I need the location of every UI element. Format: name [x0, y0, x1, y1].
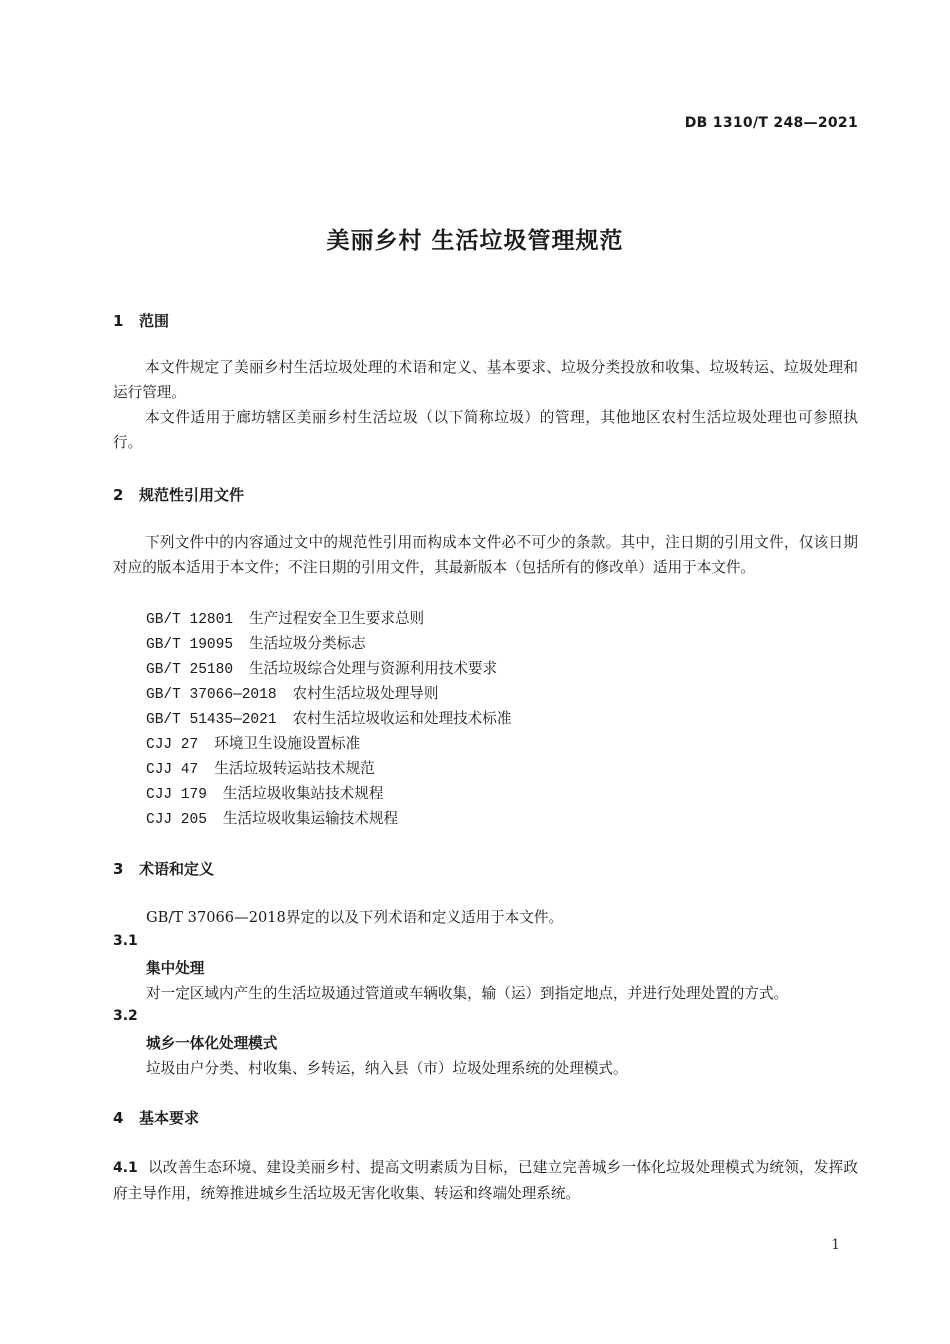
- reference-title: 农村生活垃圾收运和处理技术标准: [292, 710, 512, 727]
- page-number: 1: [831, 1237, 840, 1253]
- section-1-paragraph-1: 本文件规定了美丽乡村生活垃圾处理的术语和定义、基本要求、垃圾分类投放和收集、垃圾转运、垃圾处理和运行管理。: [113, 359, 858, 401]
- reference-title: 生活垃圾综合处理与资源利用技术要求: [249, 660, 498, 677]
- section-number: 4: [113, 1109, 124, 1127]
- term-definition: 对一定区域内产生的生活垃圾通过管道或车辆收集，输（运）到指定地点，并进行处理处置的方式。: [146, 985, 789, 1002]
- reference-title: 生活垃圾收集站技术规程: [222, 785, 384, 802]
- reference-item: [146, 632, 366, 653]
- reference-title: 生产过程安全卫生要求总则: [249, 610, 425, 627]
- term-number: 3.1: [113, 933, 138, 949]
- document-title: 美丽乡村 生活垃圾管理规范: [326, 228, 624, 254]
- reference-code: CJJ 27: [146, 737, 199, 753]
- reference-item: [146, 707, 511, 728]
- reference-code: CJJ 205: [146, 812, 207, 828]
- section-number: 2: [113, 486, 124, 504]
- clause-number: 4.1: [113, 1160, 138, 1176]
- reference-code: GB/T 25180: [146, 662, 234, 678]
- reference-item: [146, 782, 383, 803]
- section-title: 范围: [139, 312, 170, 330]
- reference-item: [146, 657, 497, 678]
- reference-title: 生活垃圾收集运输技术规程: [222, 810, 399, 827]
- section-3-intro: GB/T 37066—2018界定的以及下列术语和定义适用于本文件。: [146, 909, 564, 926]
- reference-code: GB/T 19095: [146, 637, 234, 653]
- section-2-heading: [113, 484, 244, 505]
- reference-code: GB/T 51435—2021: [146, 712, 277, 728]
- section-4-heading: [113, 1107, 199, 1128]
- reference-title: 生活垃圾分类标志: [249, 635, 366, 652]
- reference-item: [146, 807, 398, 828]
- reference-code: CJJ 179: [146, 787, 207, 803]
- reference-title: 农村生活垃圾处理导则: [292, 685, 439, 702]
- reference-code: CJJ 47: [146, 762, 199, 778]
- term-definition: 垃圾由户分类、村收集、乡转运，纳入县（市）垃圾处理系统的处理模式。: [146, 1060, 628, 1077]
- section-title: 术语和定义: [139, 860, 215, 878]
- reference-item: [146, 682, 438, 703]
- section-title: 规范性引用文件: [139, 486, 245, 504]
- reference-code: GB/T 37066—2018: [146, 687, 277, 703]
- term-title: 集中处理: [146, 960, 205, 977]
- clause-text: 以改善生态环境、建设美丽乡村、提高文明素质为目标，已建立完善城乡一体化垃圾处理模式为统领，发挥政府主导作用，统筹推进城乡生活垃圾无害化收集、转运和终端处理系统。: [113, 1159, 858, 1202]
- reference-item: [146, 607, 424, 628]
- term-title: 城乡一体化处理模式: [146, 1035, 278, 1052]
- section-number: 1: [113, 312, 124, 330]
- section-2-intro: 下列文件中的内容通过文中的规范性引用而构成本文件必不可少的条款。其中，注日期的引用文件，仅该日期对应的版本适用于本文件；不注日期的引用文件，其最新版本（包括所有的修改单）适用于本文件。: [113, 534, 858, 576]
- section-number: 3: [113, 860, 124, 878]
- reference-item: [146, 757, 375, 778]
- clause-4-1: [113, 1155, 858, 1206]
- section-1-heading: [113, 310, 169, 331]
- section-title: 基本要求: [139, 1109, 200, 1127]
- term-number: 3.2: [113, 1008, 138, 1024]
- standard-number: DB 1310/T 248—2021: [684, 115, 858, 131]
- reference-title: 生活垃圾转运站技术规范: [214, 760, 375, 777]
- reference-code: GB/T 12801: [146, 612, 234, 628]
- section-3-heading: [113, 858, 214, 879]
- section-1-paragraph-2: 本文件适用于廊坊辖区美丽乡村生活垃圾（以下简称垃圾）的管理，其他地区农村生活垃圾处理也可参照执行。: [113, 409, 858, 451]
- reference-item: [146, 732, 360, 753]
- reference-title: 环境卫生设施设置标准: [214, 735, 361, 752]
